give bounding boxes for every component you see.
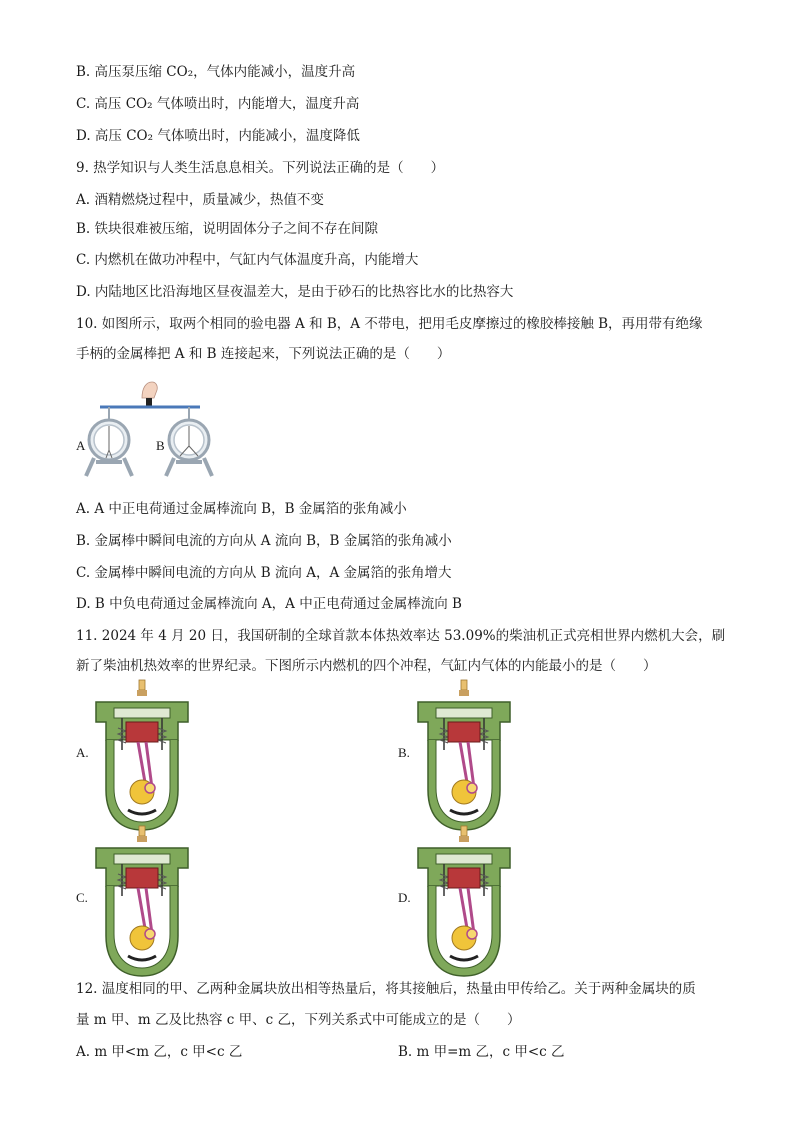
engine-label-b: B. (398, 745, 410, 760)
q11-stem-line1: 11. 2024 年 4 月 20 日，我国研制的全球首款本体热效率达 53.09%的柴油机正式亮相世界内燃机大会，刷 (76, 628, 726, 644)
electroscope-b-label: B (156, 438, 165, 453)
engine-label-c: C. (76, 890, 88, 905)
electroscope-a-label: A (76, 438, 86, 453)
electroscope-figure (76, 376, 226, 491)
electroscope-b (166, 407, 212, 476)
q12-stem-line1: 12. 温度相同的甲、乙两种金属块放出相等热量后，将其接触后，热量由甲传给乙。关于两种金属块的质 (76, 981, 696, 997)
engine-diagram-a (94, 680, 190, 832)
q9-stem: 9. 热学知识与人类生活息息相关。下列说法正确的是（ ） (76, 160, 445, 176)
q10-option-d: D. B 中负电荷通过金属棒流向 A，A 中正电荷通过金属棒流向 B (76, 596, 462, 612)
q9-option-d: D. 内陆地区比沿海地区昼夜温差大，是由于砂石的比热容比水的比热容大 (76, 284, 514, 300)
q9-option-b: B. 铁块很难被压缩，说明固体分子之间不存在间隙 (76, 221, 379, 237)
q10-option-a: A. A 中正电荷通过金属棒流向 B，B 金属箔的张角减小 (76, 501, 407, 517)
engine-label-d: D. (398, 890, 411, 905)
hand-icon (142, 382, 157, 408)
q12-option-b: B. m 甲=m 乙，c 甲<c 乙 (398, 1044, 565, 1060)
q12-option-a: A. m 甲<m 乙，c 甲<c 乙 (76, 1044, 243, 1060)
q8-option-c: C. 高压 CO₂ 气体喷出时，内能增大，温度升高 (76, 96, 360, 112)
engine-label-a: A. (76, 745, 89, 760)
q10-stem-line1: 10. 如图所示，取两个相同的验电器 A 和 B，A 不带电，把用毛皮摩擦过的橡胶棒接触 B，再用带有绝缘 (76, 316, 703, 332)
q9-option-a: A. 酒精燃烧过程中，质量减少，热值不变 (76, 192, 324, 208)
engine-diagram-d (416, 826, 512, 978)
q8-option-d: D. 高压 CO₂ 气体喷出时，内能减小，温度降低 (76, 128, 360, 144)
engine-diagram-c (94, 826, 190, 978)
q11-stem-line2: 新了柴油机热效率的世界纪录。下图所示内燃机的四个冲程，气缸内气体的内能最小的是（ ） (76, 658, 657, 674)
q12-stem-line2: 量 m 甲、m 乙及比热容 c 甲、c 乙，下列关系式中可能成立的是（ ） (76, 1012, 521, 1028)
q8-option-b: B. 高压泵压缩 CO₂，气体内能减小，温度升高 (76, 64, 356, 80)
electroscope-a (86, 407, 132, 476)
q10-option-c: C. 金属棒中瞬间电流的方向从 B 流向 A，A 金属箔的张角增大 (76, 565, 452, 581)
engine-diagram-b (416, 680, 512, 832)
q10-option-b: B. 金属棒中瞬间电流的方向从 A 流向 B，B 金属箔的张角减小 (76, 533, 452, 549)
q10-stem-line2: 手柄的金属棒把 A 和 B 连接起来，下列说法正确的是（ ） (76, 346, 451, 362)
q9-option-c: C. 内燃机在做功冲程中，气缸内气体温度升高，内能增大 (76, 252, 419, 268)
